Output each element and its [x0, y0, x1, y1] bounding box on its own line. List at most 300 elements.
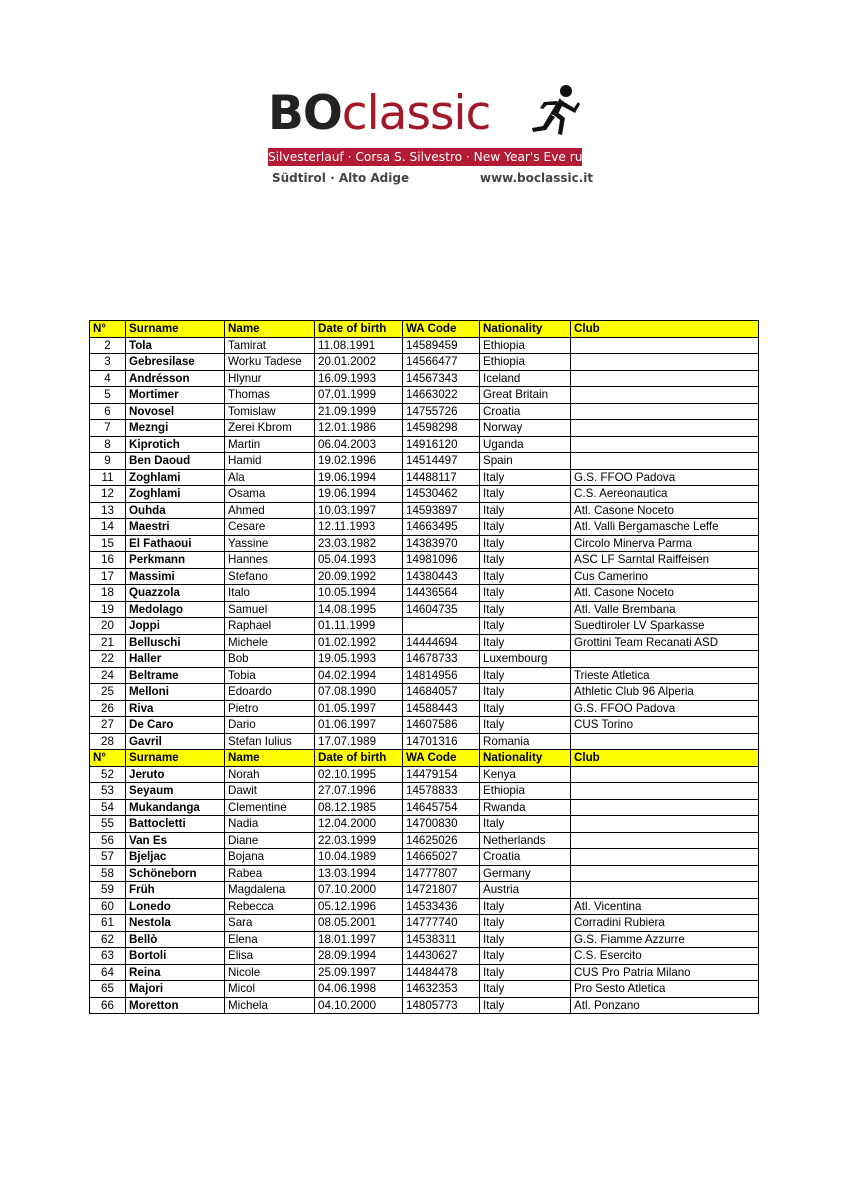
surname-cell: Medolago [126, 601, 225, 618]
bib-number-cell: 55 [90, 816, 126, 833]
nationality-cell: Austria [480, 882, 571, 899]
surname-cell: Battocletti [126, 816, 225, 833]
club-cell [571, 799, 759, 816]
table-row [90, 997, 759, 1014]
date-of-birth-cell: 08.12.1985 [315, 799, 403, 816]
first-name-cell: Ala [225, 469, 315, 486]
wa-code-cell: 14383970 [403, 535, 480, 552]
club-cell [571, 354, 759, 371]
table-row [90, 337, 759, 354]
club-cell [571, 337, 759, 354]
nationality-cell: Italy [480, 552, 571, 569]
wa-code-cell: 14484478 [403, 964, 480, 981]
bib-number-cell: 62 [90, 931, 126, 948]
wa-code-cell: 14814956 [403, 667, 480, 684]
nationality-cell: Italy [480, 816, 571, 833]
table-row [90, 832, 759, 849]
wa-code-cell: 14488117 [403, 469, 480, 486]
bib-number-cell: 11 [90, 469, 126, 486]
club-cell: Circolo Minerva Parma [571, 535, 759, 552]
nationality-cell: Italy [480, 997, 571, 1014]
wa-code-cell: 14755726 [403, 403, 480, 420]
surname-cell: Massimi [126, 568, 225, 585]
nationality-cell: Iceland [480, 370, 571, 387]
date-of-birth-cell: 07.10.2000 [315, 882, 403, 899]
nationality-cell: Italy [480, 634, 571, 651]
surname-cell: Mortimer [126, 387, 225, 404]
wa-code-cell: 14678733 [403, 651, 480, 668]
table-row [90, 601, 759, 618]
bib-number-cell: 64 [90, 964, 126, 981]
club-cell: Atl. Valli Bergamasche Leffe [571, 519, 759, 536]
first-name-cell: Cesare [225, 519, 315, 536]
club-cell [571, 387, 759, 404]
nationality-cell: Italy [480, 535, 571, 552]
table-row [90, 717, 759, 734]
header-club: Club [571, 750, 759, 767]
table-row [90, 420, 759, 437]
nationality-cell: Italy [480, 667, 571, 684]
table-row [90, 436, 759, 453]
bib-number-cell: 28 [90, 733, 126, 750]
surname-cell: Jeruto [126, 766, 225, 783]
logo-bo: BO [268, 86, 342, 141]
women-start-list-table [89, 749, 759, 1014]
table-row [90, 783, 759, 800]
surname-cell: Gebresilase [126, 354, 225, 371]
nationality-cell: Luxembourg [480, 651, 571, 668]
table-row [90, 651, 759, 668]
nationality-cell: Croatia [480, 849, 571, 866]
surname-cell: Haller [126, 651, 225, 668]
first-name-cell: Samuel [225, 601, 315, 618]
nationality-cell: Spain [480, 453, 571, 470]
table-row [90, 354, 759, 371]
date-of-birth-cell: 18.01.1997 [315, 931, 403, 948]
club-cell: Athletic Club 96 Alperia [571, 684, 759, 701]
wa-code-cell: 14625026 [403, 832, 480, 849]
wa-code-cell: 14567343 [403, 370, 480, 387]
tagline-banner: Silvesterlauf · Corsa S. Silvestro · New Year's Eve run [268, 150, 591, 164]
table-row [90, 387, 759, 404]
bib-number-cell: 2 [90, 337, 126, 354]
date-of-birth-cell: 12.01.1986 [315, 420, 403, 437]
nationality-cell: Ethiopia [480, 337, 571, 354]
date-of-birth-cell: 16.09.1993 [315, 370, 403, 387]
date-of-birth-cell: 07.01.1999 [315, 387, 403, 404]
wa-code-cell: 14604735 [403, 601, 480, 618]
nationality-cell: Italy [480, 486, 571, 503]
first-name-cell: Diane [225, 832, 315, 849]
wa-code-cell: 14593897 [403, 502, 480, 519]
bib-number-cell: 65 [90, 981, 126, 998]
wa-code-cell: 14777740 [403, 915, 480, 932]
bib-number-cell: 61 [90, 915, 126, 932]
bib-number-cell: 7 [90, 420, 126, 437]
surname-cell: Maestri [126, 519, 225, 536]
bib-number-cell: 27 [90, 717, 126, 734]
table-row [90, 849, 759, 866]
wa-code-cell: 14436564 [403, 585, 480, 602]
first-name-cell: Tomislaw [225, 403, 315, 420]
surname-cell: Reina [126, 964, 225, 981]
nationality-cell: Germany [480, 865, 571, 882]
bib-number-cell: 54 [90, 799, 126, 816]
wa-code-cell: 14530462 [403, 486, 480, 503]
header-wa-code: WA Code [403, 750, 480, 767]
nationality-cell: Italy [480, 684, 571, 701]
bib-number-cell: 17 [90, 568, 126, 585]
surname-cell: Majori [126, 981, 225, 998]
surname-cell: Mezngi [126, 420, 225, 437]
date-of-birth-cell: 05.04.1993 [315, 552, 403, 569]
date-of-birth-cell: 12.11.1993 [315, 519, 403, 536]
surname-cell: Andrésson [126, 370, 225, 387]
date-of-birth-cell: 21.09.1999 [315, 403, 403, 420]
boclassic-logo [264, 80, 594, 190]
club-cell [571, 420, 759, 437]
table-row [90, 519, 759, 536]
date-of-birth-cell: 05.12.1996 [315, 898, 403, 915]
first-name-cell: Nicole [225, 964, 315, 981]
date-of-birth-cell: 01.06.1997 [315, 717, 403, 734]
first-name-cell: Hlynur [225, 370, 315, 387]
surname-cell: Perkmann [126, 552, 225, 569]
wa-code-cell: 14700830 [403, 816, 480, 833]
table-row [90, 486, 759, 503]
club-cell: Pro Sesto Atletica [571, 981, 759, 998]
first-name-cell: Ahmed [225, 502, 315, 519]
wa-code-cell: 14430627 [403, 948, 480, 965]
header-name: Name [225, 750, 315, 767]
logo-wordmark [268, 84, 490, 144]
date-of-birth-cell: 22.03.1999 [315, 832, 403, 849]
bib-number-cell: 9 [90, 453, 126, 470]
date-of-birth-cell: 07.08.1990 [315, 684, 403, 701]
surname-cell: Nestola [126, 915, 225, 932]
wa-code-cell: 14684057 [403, 684, 480, 701]
bib-number-cell: 18 [90, 585, 126, 602]
nationality-cell: Kenya [480, 766, 571, 783]
date-of-birth-cell: 04.10.2000 [315, 997, 403, 1014]
first-name-cell: Tobia [225, 667, 315, 684]
club-cell [571, 849, 759, 866]
surname-cell: Joppi [126, 618, 225, 635]
club-cell: C.S. Esercito [571, 948, 759, 965]
surname-cell: Zoghlami [126, 469, 225, 486]
header-number: N° [90, 321, 126, 338]
wa-code-cell: 14777807 [403, 865, 480, 882]
nationality-cell: Italy [480, 948, 571, 965]
table-row [90, 898, 759, 915]
nationality-cell: Uganda [480, 436, 571, 453]
club-cell: Atl. Casone Noceto [571, 502, 759, 519]
surname-cell: Seyaum [126, 783, 225, 800]
table-row [90, 865, 759, 882]
first-name-cell: Bojana [225, 849, 315, 866]
bib-number-cell: 22 [90, 651, 126, 668]
surname-cell: Gavril [126, 733, 225, 750]
first-name-cell: Sara [225, 915, 315, 932]
club-cell: Atl. Casone Noceto [571, 585, 759, 602]
first-name-cell: Rabea [225, 865, 315, 882]
wa-code-cell: 14632353 [403, 981, 480, 998]
nationality-cell: Italy [480, 898, 571, 915]
nationality-cell: Italy [480, 568, 571, 585]
table-row [90, 634, 759, 651]
surname-cell: Früh [126, 882, 225, 899]
first-name-cell: Elena [225, 931, 315, 948]
wa-code-cell: 14598298 [403, 420, 480, 437]
nationality-cell: Ethiopia [480, 354, 571, 371]
wa-code-cell: 14721807 [403, 882, 480, 899]
first-name-cell: Yassine [225, 535, 315, 552]
surname-cell: Van Es [126, 832, 225, 849]
date-of-birth-cell: 23.03.1982 [315, 535, 403, 552]
table-row [90, 766, 759, 783]
first-name-cell: Dario [225, 717, 315, 734]
first-name-cell: Thomas [225, 387, 315, 404]
bib-number-cell: 59 [90, 882, 126, 899]
date-of-birth-cell: 19.06.1994 [315, 486, 403, 503]
first-name-cell: Tamirat [225, 337, 315, 354]
club-cell: Corradini Rubiera [571, 915, 759, 932]
club-cell: Cus Camerino [571, 568, 759, 585]
table-row [90, 403, 759, 420]
first-name-cell: Nadia [225, 816, 315, 833]
club-cell: Grottini Team Recanati ASD [571, 634, 759, 651]
men-start-list-table [89, 320, 759, 750]
club-cell [571, 370, 759, 387]
surname-cell: Mukandanga [126, 799, 225, 816]
table-row [90, 502, 759, 519]
date-of-birth-cell: 11.08.1991 [315, 337, 403, 354]
club-cell: Atl. Valle Brembana [571, 601, 759, 618]
first-name-cell: Clementine [225, 799, 315, 816]
table-row [90, 552, 759, 569]
wa-code-cell: 14701316 [403, 733, 480, 750]
surname-cell: El Fathaoui [126, 535, 225, 552]
first-name-cell: Hannes [225, 552, 315, 569]
table-row [90, 535, 759, 552]
wa-code-cell: 14981096 [403, 552, 480, 569]
club-cell: G.S. Fiamme Azzurre [571, 931, 759, 948]
wa-code-cell: 14805773 [403, 997, 480, 1014]
header-surname: Surname [126, 321, 225, 338]
first-name-cell: Worku Tadese [225, 354, 315, 371]
club-cell [571, 816, 759, 833]
date-of-birth-cell: 10.04.1989 [315, 849, 403, 866]
date-of-birth-cell: 10.03.1997 [315, 502, 403, 519]
start-list [89, 320, 758, 1014]
date-of-birth-cell: 06.04.2003 [315, 436, 403, 453]
table-row [90, 981, 759, 998]
table-row [90, 568, 759, 585]
bib-number-cell: 21 [90, 634, 126, 651]
table-row [90, 469, 759, 486]
wa-code-cell: 14578833 [403, 783, 480, 800]
wa-code-cell: 14380443 [403, 568, 480, 585]
surname-cell: Ouhda [126, 502, 225, 519]
nationality-cell: Italy [480, 519, 571, 536]
logo-classic: classic [341, 86, 491, 141]
wa-code-cell: 14589459 [403, 337, 480, 354]
nationality-cell: Great Britain [480, 387, 571, 404]
wa-code-cell: 14607586 [403, 717, 480, 734]
bib-number-cell: 57 [90, 849, 126, 866]
bib-number-cell: 60 [90, 898, 126, 915]
first-name-cell: Dawit [225, 783, 315, 800]
region-text: Südtirol · Alto Adige [272, 171, 410, 185]
date-of-birth-cell: 04.02.1994 [315, 667, 403, 684]
header-club: Club [571, 321, 759, 338]
first-name-cell: Michele [225, 634, 315, 651]
date-of-birth-cell: 28.09.1994 [315, 948, 403, 965]
header-wa-code: WA Code [403, 321, 480, 338]
first-name-cell: Rebecca [225, 898, 315, 915]
first-name-cell: Elisa [225, 948, 315, 965]
bib-number-cell: 66 [90, 997, 126, 1014]
surname-cell: Schöneborn [126, 865, 225, 882]
club-cell [571, 733, 759, 750]
date-of-birth-cell: 20.09.1992 [315, 568, 403, 585]
wa-code-cell: 14538311 [403, 931, 480, 948]
wa-code-cell: 14444694 [403, 634, 480, 651]
header-nationality: Nationality [480, 750, 571, 767]
surname-cell: Belluschi [126, 634, 225, 651]
bib-number-cell: 63 [90, 948, 126, 965]
nationality-cell: Italy [480, 700, 571, 717]
nationality-cell: Italy [480, 601, 571, 618]
wa-code-cell: 14916120 [403, 436, 480, 453]
date-of-birth-cell: 19.06.1994 [315, 469, 403, 486]
bib-number-cell: 19 [90, 601, 126, 618]
date-of-birth-cell: 01.05.1997 [315, 700, 403, 717]
first-name-cell: Martin [225, 436, 315, 453]
date-of-birth-cell: 08.05.2001 [315, 915, 403, 932]
surname-cell: Beltrame [126, 667, 225, 684]
surname-cell: Melloni [126, 684, 225, 701]
bib-number-cell: 16 [90, 552, 126, 569]
bib-number-cell: 20 [90, 618, 126, 635]
surname-cell: Ben Daoud [126, 453, 225, 470]
date-of-birth-cell: 19.02.1996 [315, 453, 403, 470]
club-cell: CUS Torino [571, 717, 759, 734]
runner-icon [530, 84, 582, 142]
nationality-cell: Croatia [480, 403, 571, 420]
first-name-cell: Norah [225, 766, 315, 783]
bib-number-cell: 4 [90, 370, 126, 387]
table-row [90, 370, 759, 387]
first-name-cell: Italo [225, 585, 315, 602]
date-of-birth-cell: 12.04.2000 [315, 816, 403, 833]
wa-code-cell: 14533436 [403, 898, 480, 915]
header-number: N° [90, 750, 126, 767]
first-name-cell: Micol [225, 981, 315, 998]
surname-cell: Riva [126, 700, 225, 717]
header-date-of-birth: Date of birth [315, 321, 403, 338]
club-cell [571, 651, 759, 668]
bib-number-cell: 15 [90, 535, 126, 552]
nationality-cell: Italy [480, 502, 571, 519]
surname-cell: Moretton [126, 997, 225, 1014]
table-header-row [90, 750, 759, 767]
wa-code-cell: 14479154 [403, 766, 480, 783]
club-cell: G.S. FFOO Padova [571, 469, 759, 486]
table-row [90, 964, 759, 981]
table-row [90, 700, 759, 717]
wa-code-cell: 14566477 [403, 354, 480, 371]
bib-number-cell: 24 [90, 667, 126, 684]
table-row [90, 667, 759, 684]
table-header-row [90, 321, 759, 338]
date-of-birth-cell: 04.06.1998 [315, 981, 403, 998]
surname-cell: Kiprotich [126, 436, 225, 453]
bib-number-cell: 6 [90, 403, 126, 420]
table-row [90, 882, 759, 899]
wa-code-cell: 14514497 [403, 453, 480, 470]
first-name-cell: Edoardo [225, 684, 315, 701]
bib-number-cell: 5 [90, 387, 126, 404]
date-of-birth-cell: 13.03.1994 [315, 865, 403, 882]
header-surname: Surname [126, 750, 225, 767]
surname-cell: De Caro [126, 717, 225, 734]
table-row [90, 618, 759, 635]
nationality-cell: Romania [480, 733, 571, 750]
date-of-birth-cell: 02.10.1995 [315, 766, 403, 783]
bib-number-cell: 56 [90, 832, 126, 849]
nationality-cell: Italy [480, 981, 571, 998]
bib-number-cell: 14 [90, 519, 126, 536]
table-row [90, 931, 759, 948]
club-cell [571, 882, 759, 899]
club-cell: Trieste Atletica [571, 667, 759, 684]
first-name-cell: Osama [225, 486, 315, 503]
table-row [90, 948, 759, 965]
table-row [90, 453, 759, 470]
club-cell [571, 766, 759, 783]
table-row [90, 915, 759, 932]
table-row [90, 799, 759, 816]
nationality-cell: Rwanda [480, 799, 571, 816]
club-cell: Atl. Ponzano [571, 997, 759, 1014]
date-of-birth-cell: 25.09.1997 [315, 964, 403, 981]
surname-cell: Novosel [126, 403, 225, 420]
club-cell: ASC LF Sarntal Raiffeisen [571, 552, 759, 569]
table-row [90, 684, 759, 701]
website-link[interactable]: www.boclassic.it [480, 171, 594, 185]
club-cell: CUS Pro Patria Milano [571, 964, 759, 981]
table-row [90, 585, 759, 602]
date-of-birth-cell: 17.07.1989 [315, 733, 403, 750]
bib-number-cell: 53 [90, 783, 126, 800]
first-name-cell: Magdalena [225, 882, 315, 899]
nationality-cell: Italy [480, 469, 571, 486]
first-name-cell: Raphael [225, 618, 315, 635]
club-cell: C.S. Aereonautica [571, 486, 759, 503]
table-row [90, 733, 759, 750]
date-of-birth-cell: 20.01.2002 [315, 354, 403, 371]
nationality-cell: Italy [480, 717, 571, 734]
nationality-cell: Italy [480, 915, 571, 932]
wa-code-cell: 14663495 [403, 519, 480, 536]
bib-number-cell: 58 [90, 865, 126, 882]
wa-code-cell: 14645754 [403, 799, 480, 816]
nationality-cell: Ethiopia [480, 783, 571, 800]
date-of-birth-cell: 01.11.1999 [315, 618, 403, 635]
surname-cell: Lonedo [126, 898, 225, 915]
date-of-birth-cell: 14.08.1995 [315, 601, 403, 618]
